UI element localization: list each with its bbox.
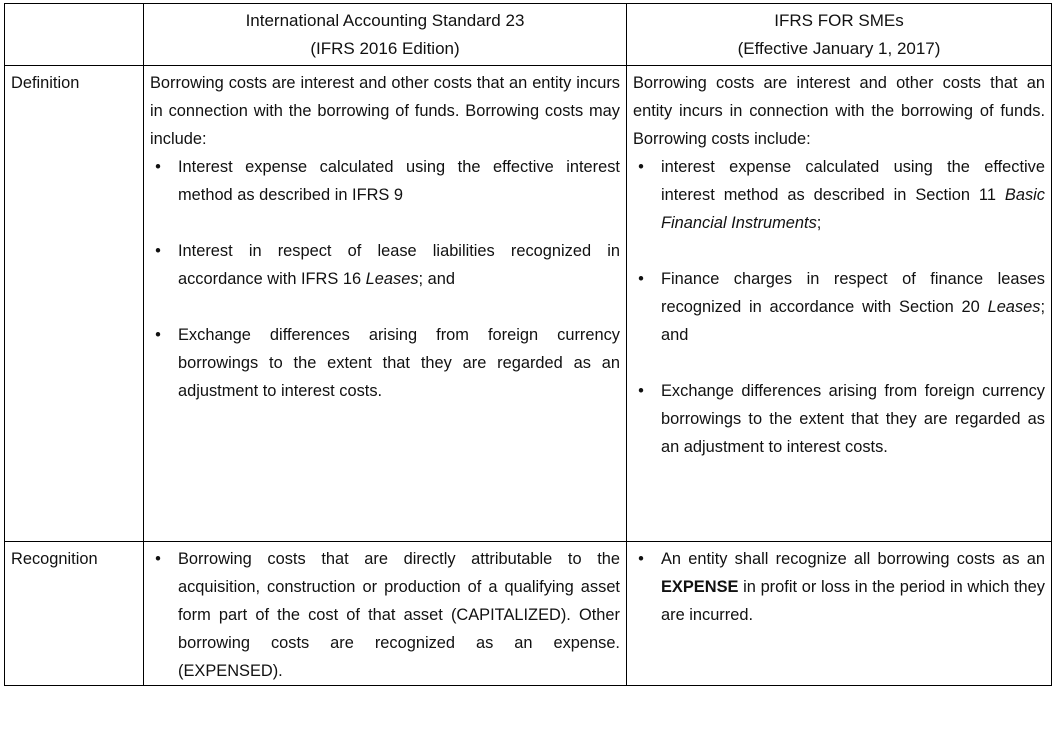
definition-smes-bullet1	[661, 158, 1045, 232]
recognition-ias23-cell	[144, 542, 627, 686]
definition-smes-list	[633, 153, 1045, 461]
bullet-text: ; and	[661, 298, 1045, 344]
bullet-text: ; and	[418, 270, 455, 288]
list-item	[633, 265, 1045, 349]
recognition-row	[5, 542, 1052, 686]
spacer	[633, 349, 1045, 377]
bullet-text: ;	[816, 214, 822, 232]
spacer	[633, 237, 1045, 265]
header-ifrs-smes	[627, 4, 1052, 66]
bullet-text: Interest in respect of lease liabilities recognized in accordance with IFRS 16	[178, 242, 620, 288]
bullet-text: An entity shall recognize all borrowing costs as an	[661, 550, 1045, 568]
list-item	[633, 377, 1045, 461]
list-item	[150, 153, 620, 209]
spacer	[150, 209, 620, 237]
definition-smes-cell	[627, 66, 1052, 542]
bullet-icon: •	[155, 326, 161, 344]
list-item	[150, 237, 620, 293]
definition-label: Definition	[5, 66, 144, 542]
definition-ias23-intro: Borrowing costs are interest and other costs that an entity incurs in connection with the borrowing of funds. Borrowing costs may include:	[150, 74, 620, 148]
bullet-icon: •	[638, 158, 644, 176]
header-ias23-edition: (IFRS 2016 Edition)	[310, 38, 460, 58]
bullet-icon: •	[638, 382, 644, 400]
header-smes-title: IFRS FOR SMEs	[774, 11, 904, 30]
bullet-icon: •	[155, 158, 161, 176]
definition-smes-intro: Borrowing costs are interest and other costs that an entity incurs in connection with the borrowing of funds. Borrowing costs include:	[633, 74, 1045, 148]
definition-row	[5, 66, 1052, 542]
bullet-text: in profit or loss in the period in which they are incurred.	[661, 578, 1045, 624]
header-empty-cell	[5, 4, 144, 66]
definition-ias23-bullet2	[178, 242, 620, 288]
recognition-smes-text	[661, 550, 1045, 624]
expense-emphasis: EXPENSE	[661, 578, 739, 596]
bullet-icon: •	[155, 550, 161, 568]
definition-ias23-list	[150, 153, 620, 405]
bullet-text: interest expense calculated using the effective interest method as described in Section 11	[661, 158, 1045, 204]
bullet-icon: •	[638, 270, 644, 288]
definition-smes-bullet2	[661, 270, 1045, 344]
spacer	[150, 293, 620, 321]
bullet-icon: •	[638, 550, 644, 568]
header-smes-effective: (Effective January 1, 2017)	[737, 38, 941, 58]
definition-smes-bullet3: Exchange differences arising from foreign currency borrowings to the extent that they are regarded as an adjustment to interest costs.	[661, 382, 1045, 456]
recognition-ias23-list	[150, 545, 620, 685]
header-ias23	[144, 4, 627, 66]
recognition-smes-list	[633, 545, 1045, 629]
recognition-label: Recognition	[5, 542, 144, 686]
bullet-italic-term: Basic Financial Instruments	[661, 186, 1045, 232]
list-item	[150, 321, 620, 405]
bullet-italic-term: Leases	[365, 270, 419, 288]
definition-ias23-bullet3: Exchange differences arising from foreign currency borrowings to the extent that they are regarded as an adjustment to interest costs.	[178, 326, 620, 400]
recognition-ias23-text: Borrowing costs that are directly attributable to the acquisition, construction or production of a qualifying asset form part of the cost of that asset (CAPITALIZED). Other borrowing costs are recognized as an expense. (EXPENSED).	[178, 550, 620, 680]
recognition-smes-cell	[627, 542, 1052, 686]
bullet-text: Finance charges in respect of finance leases recognized in accordance with Section 20	[661, 270, 1045, 316]
definition-ias23-bullet1: Interest expense calculated using the effective interest method as described in IFRS 9	[178, 158, 620, 204]
definition-ias23-cell	[144, 66, 627, 542]
list-item	[150, 545, 620, 685]
list-item	[633, 153, 1045, 237]
comparison-table	[4, 3, 1052, 686]
header-ias23-title: International Accounting Standard 23	[245, 11, 525, 30]
bullet-italic-term: Leases	[987, 298, 1041, 316]
bullet-icon: •	[155, 242, 161, 260]
list-item	[633, 545, 1045, 629]
header-row	[5, 4, 1052, 66]
